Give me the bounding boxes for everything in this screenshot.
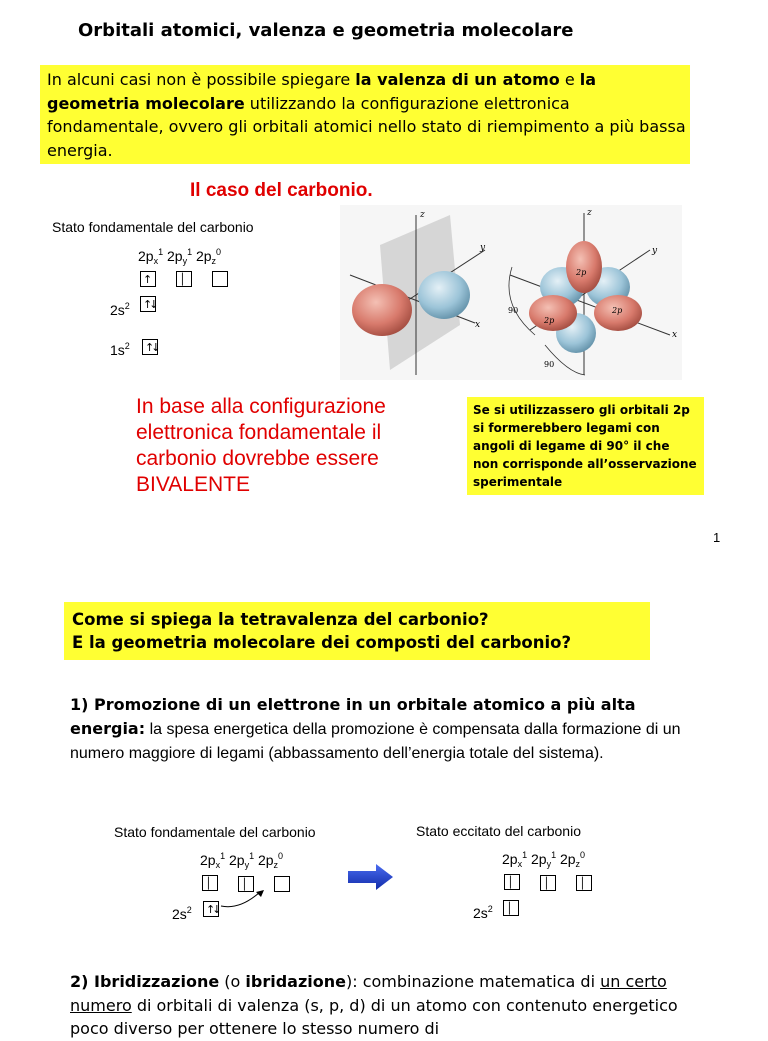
intro-text-2: e [559, 70, 580, 89]
config-2s [110, 301, 130, 318]
sub-y: y [546, 859, 552, 869]
lobe-red-left [352, 284, 412, 336]
point-2-text-1: (o [219, 972, 246, 991]
orbital-box-2px [140, 271, 156, 287]
axis-label-z-left: z [420, 210, 425, 220]
label-2s: 2s [110, 302, 125, 318]
point-2-text-2: ): combinazione matematica di [345, 972, 601, 991]
axis-label-x-left: x [475, 320, 481, 330]
p-label-z: 2p [257, 852, 274, 868]
intro-bold-geometria: la geometria molecolare [47, 70, 597, 113]
p-label-y: 2p [530, 851, 547, 867]
sup-0: 0 [278, 851, 284, 861]
orbital-box-1s [142, 339, 158, 355]
sup-2: 2 [124, 301, 130, 311]
orbital-box-2pz [212, 271, 228, 287]
sub-x: x [153, 256, 159, 266]
orbital-box-2pz-excited [576, 875, 592, 891]
p-orbitals-config [138, 247, 221, 266]
sup-1: 1 [220, 851, 226, 861]
lobe-red-py [529, 295, 577, 331]
config-1s [110, 341, 130, 358]
sup-1: 1 [551, 850, 557, 860]
bivalent-statement: In base alla configurazione elettronica fondamentale il carbonio dovrebbe essere BIVALENTE [136, 395, 386, 496]
lobe-blue-left [418, 271, 470, 319]
intro-box [40, 65, 690, 164]
config-2s-ground [172, 905, 192, 922]
label-2s: 2s [473, 905, 488, 921]
sub-y: y [244, 860, 250, 870]
orbital-box-2py-excited [540, 875, 556, 891]
electron-up: │ [507, 876, 511, 889]
sub-z: z [211, 256, 217, 266]
config-2s-excited [473, 904, 493, 921]
note-box: Se si utilizzassero gli orbitali 2p si formerebbero legami con angoli di legame di 90° il che non corrisponde all’osservazione sperimentale [467, 397, 704, 495]
electron-up: │ [179, 273, 183, 286]
orbital-box-2px-ground [202, 875, 218, 891]
label-1s: 1s [110, 342, 125, 358]
angle-label-1: 90 [508, 306, 519, 315]
point-2-underline: un certo numero [70, 972, 667, 1015]
case-title: Il caso del carbonio. [190, 180, 373, 201]
axis-label-z-right: z [587, 208, 592, 218]
electron-pair: ↑↓ [206, 903, 219, 916]
sup-1: 1 [249, 851, 255, 861]
p-label-z: 2p [195, 248, 212, 264]
electron-up: │ [241, 878, 245, 891]
excited-state-label: Stato eccitato del carbonio [416, 823, 581, 839]
ground-state-label: Stato fondamentale del carbonio [52, 219, 254, 235]
angle-label-2: 90 [544, 360, 555, 369]
p-label-y: 2p [166, 248, 183, 264]
orbital-box-2py [176, 271, 192, 287]
sup-2: 2 [124, 341, 130, 351]
intro-text-3: utilizzando la configurazione elettronica fondamentale, ovvero gli orbitali atomici nello stato di riempimento a più bassa energia. [47, 93, 686, 160]
axis-label-y-right: y [652, 246, 658, 256]
axis-label-x-right: x [672, 330, 678, 340]
orbital-box-2s-ground [203, 901, 219, 917]
p-orbitals-config-excited [502, 850, 585, 869]
question-line-2: E la geometria molecolare dei composti del carbonio? [72, 633, 572, 652]
ground-state-label-2: Stato fondamentale del carbonio [114, 824, 316, 840]
electron-up: │ [579, 877, 583, 890]
sup-2: 2 [487, 904, 493, 914]
question-box [64, 602, 650, 660]
transition-arrow-icon [346, 862, 396, 892]
point-2-bold-2: ibridazione [245, 972, 346, 991]
electron-up: │ [543, 877, 547, 890]
sup-1-y: 1 [187, 247, 193, 257]
intro-bold-valenza: la valenza di un atomo [355, 70, 560, 89]
sup-0-z: 0 [216, 247, 222, 257]
sup-2: 2 [186, 905, 192, 915]
sub-x: x [517, 859, 523, 869]
page-number: 1 [713, 530, 721, 545]
electron-pair: ↑↓ [145, 341, 158, 354]
p-label-y: 2p [228, 852, 245, 868]
intro-text-1: In alcuni casi non è possibile spiegare [47, 70, 356, 89]
sub-z: z [273, 860, 279, 870]
sup-0: 0 [580, 850, 586, 860]
electron-up: ↑ [143, 273, 150, 286]
p-orbitals-config-ground [200, 851, 283, 870]
page-title: Orbitali atomici, valenza e geometria molecolare [78, 20, 574, 41]
point-2-bold-1: Ibridizzazione [94, 972, 220, 991]
p-label-x: 2p [502, 851, 518, 867]
electron-up: │ [205, 877, 209, 890]
p-orbitals-diagram [340, 205, 682, 380]
p-label-x: 2p [138, 248, 154, 264]
p-label-x: 2p [200, 852, 216, 868]
sub-y: y [182, 256, 188, 266]
point-1-text: la spesa energetica della promozione è compensata dalla formazione di un numero maggiore di legami (abbassamento dell’energia totale del sistema). [70, 720, 681, 762]
lobe-red-pz [566, 241, 602, 293]
label-2s: 2s [172, 906, 187, 922]
sub-x: x [215, 860, 221, 870]
orbital-label-pz: 2p [576, 268, 587, 277]
question-line-1: Come si spiega la tetravalenza del carbonio? [72, 610, 489, 629]
orbital-label-py: 2p [544, 316, 555, 325]
point-2-paragraph [70, 970, 690, 1041]
point-1-paragraph [70, 693, 690, 766]
sup-1: 1 [522, 850, 528, 860]
point-2-number: 2) [70, 972, 95, 991]
axis-label-y-left: y [480, 243, 486, 253]
orbital-box-2px-excited [504, 874, 520, 890]
orbital-label-px: 2p [612, 306, 623, 315]
p-label-z: 2p [559, 851, 576, 867]
orbital-box-2s [140, 296, 156, 312]
electron-pair: ↑↓ [143, 298, 156, 311]
point-1-heading: 1) Promozione di un elettrone in un orbitale atomico a più alta energia: [70, 695, 636, 738]
electron-up: │ [506, 902, 510, 915]
sup-1-x: 1 [158, 247, 164, 257]
orbital-box-2pz-ground [274, 876, 290, 892]
point-2-text-3: di orbitali di valenza (s, p, d) di un atomo con contenuto energetico poco diverso per ottenere lo stesso numero di [70, 995, 678, 1038]
orbital-box-2s-excited [503, 900, 519, 916]
sub-z: z [575, 859, 581, 869]
promotion-curved-arrow [218, 888, 268, 910]
